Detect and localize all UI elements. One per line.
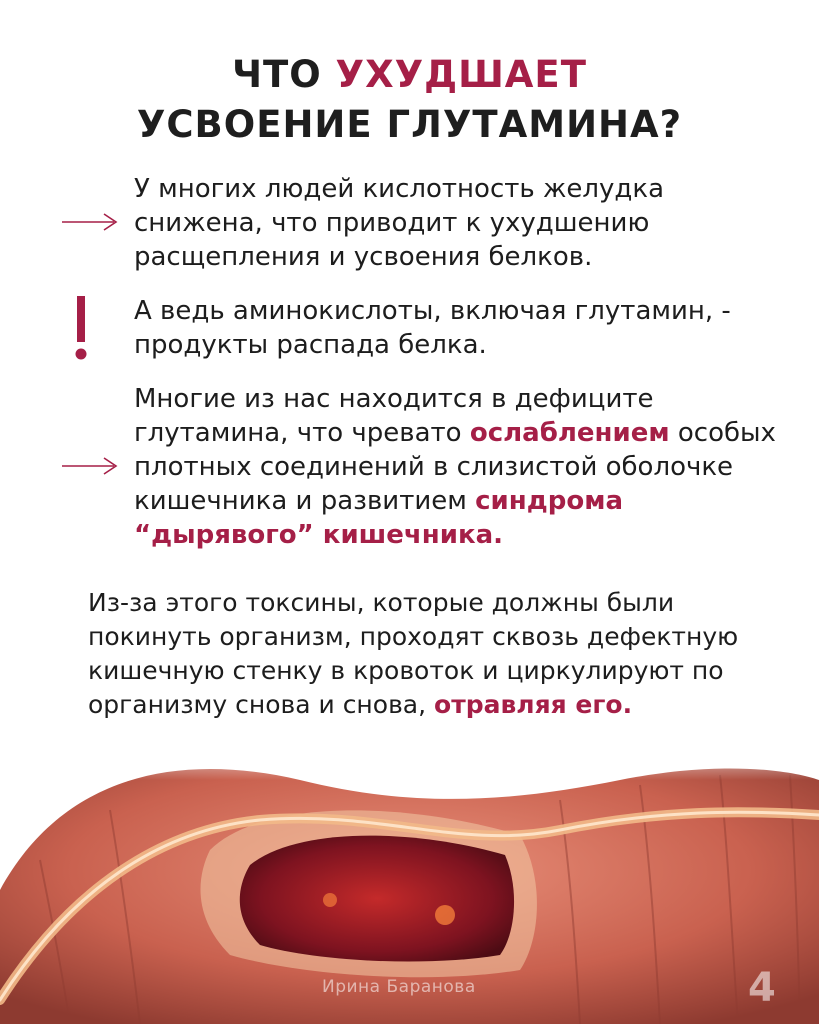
- author-signature: Ирина Баранова: [322, 977, 476, 997]
- deficit-text-2: особых плотных соединений в слизистой оболочке кишечника и развитием: [134, 418, 776, 516]
- arrow-right-icon: [60, 456, 120, 476]
- arrow-right-icon: [60, 212, 120, 232]
- page-title: [0, 50, 819, 150]
- paragraph-deficit: [134, 382, 784, 552]
- highlight-poisoning: отравляя его.: [434, 690, 633, 719]
- page-number: 4: [748, 965, 776, 1011]
- paragraph-toxins: [88, 586, 788, 722]
- highlight-leaky-gut: синдрома “дырявого” кишечника.: [134, 486, 623, 550]
- paragraph-amino-acids: А ведь аминокислоты, включая глутамин, - продукты распада белка.: [134, 296, 731, 360]
- paragraph-acidity: У многих людей кислотность желудка снижена, что приводит к ухудшению расщепления и усвоения белков.: [134, 174, 665, 272]
- toxins-text: Из-за этого токсины, которые должны были покинуть организм, проходят сквозь дефектную кишечную стенку в кровоток и циркулируют по организму снова и снова,: [88, 588, 739, 719]
- title-line-1: [0, 50, 819, 100]
- exclamation-icon: [70, 294, 92, 364]
- deficit-text-1: Многие из нас находится в дефиците глутамина, что чревато: [134, 384, 654, 448]
- highlight-weakening: ослаблением: [469, 418, 670, 448]
- title-line-2: УСВОЕНИЕ ГЛУТАМИНА?: [136, 103, 683, 146]
- title-prefix: ЧТО: [232, 53, 336, 96]
- title-accent: УХУДШАЕТ: [335, 53, 587, 96]
